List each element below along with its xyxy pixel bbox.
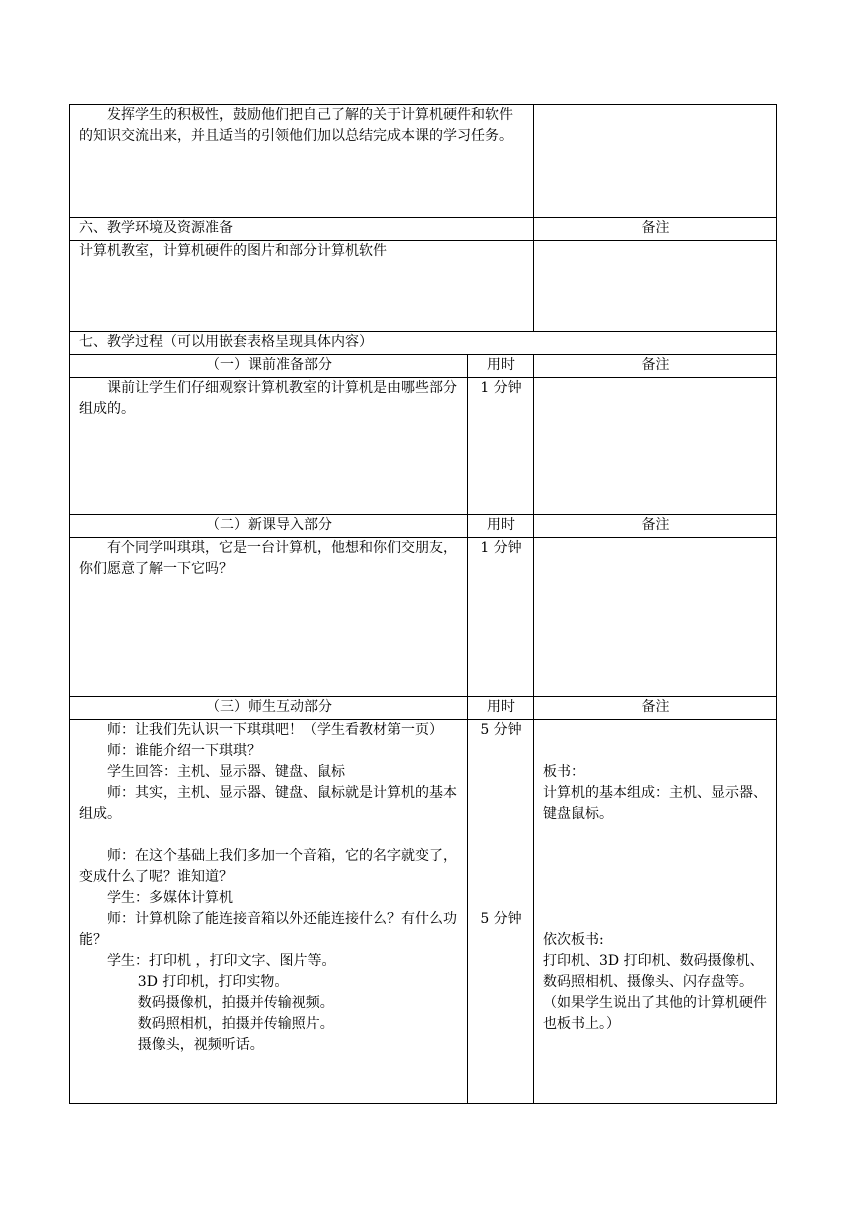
part3-time-header: 用时	[468, 697, 534, 720]
part1-content: 课前让学生们仔细观察计算机教室的计算机是由哪些部分组成的。	[79, 380, 457, 417]
part2-content-cell	[70, 538, 468, 697]
part3-remark-header: 备注	[534, 697, 777, 720]
section6-header-row	[70, 218, 777, 241]
part2-header-row	[70, 515, 777, 538]
dialogue-line: 3D 打印机，打印实物。	[137, 974, 289, 990]
intro-row	[70, 105, 777, 218]
part1-remark-cell	[534, 378, 777, 515]
section6-remark-cell	[534, 241, 777, 332]
dialogue-line: 学生回答：主机、显示器、键盘、鼠标	[107, 764, 345, 780]
part3-time-cell	[468, 720, 534, 1104]
dialogue-line: 数码照相机，拍摄并传输照片。	[137, 1016, 334, 1032]
part2-time: 1 分钟	[468, 538, 534, 697]
remark-spacer	[543, 720, 768, 762]
dialogue-line: 师：计算机除了能连接音箱以外还能连接什么？有什么功能？	[79, 911, 457, 948]
part1-time: 1 分钟	[468, 378, 534, 515]
intro-paragraph: 发挥学生的积极性，鼓励他们把自己了解的关于计算机硬件和软件的知识交流出来，并且适当的引领他们加以总结完成本课的学习任务。	[79, 107, 513, 144]
remark-spacer	[543, 825, 768, 930]
part3-time-1: 5 分钟	[480, 722, 522, 738]
part3-content-cell	[70, 720, 468, 1104]
part1-header-row	[70, 355, 777, 378]
section6-content: 计算机教室，计算机硬件的图片和部分计算机软件	[70, 241, 534, 332]
part1-time-header: 用时	[468, 355, 534, 378]
dialogue-line: 师：让我们先认识一下琪琪吧！（学生看教材第一页）	[107, 722, 443, 738]
dialogue-line: 摄像头，视频听话。	[137, 1037, 264, 1053]
part2-remark-cell	[534, 538, 777, 697]
dialogue-line: 数码摄像机，拍摄并传输视频。	[137, 995, 334, 1011]
part3-title: （三）师生互动部分	[70, 697, 468, 720]
section7-header-row	[70, 332, 777, 355]
part2-content-row	[70, 538, 777, 697]
part3-time-2: 5 分钟	[480, 911, 522, 927]
remark2-text: 打印机、3D 打印机、数码摄像机、数码照相机、摄像头、闪存盘等。	[543, 953, 764, 990]
dialogue-line: 师：谁能介绍一下琪琪？	[107, 743, 261, 759]
intro-cell	[70, 105, 534, 218]
lesson-plan-table	[69, 104, 777, 1104]
part2-content: 有个同学叫琪琪，它是一台计算机，他想和你们交朋友，你们愿意了解一下它吗？	[79, 540, 457, 577]
dialogue-line: 学生：打印机 ，打印文字、图片等。	[107, 953, 336, 969]
part1-content-cell	[70, 378, 468, 515]
part3-header-row	[70, 697, 777, 720]
section6-remark-header: 备注	[534, 218, 777, 241]
intro-remark-cell	[534, 105, 777, 218]
dialogue-line: 学生：多媒体计算机	[107, 890, 233, 906]
part1-title: （一）课前准备部分	[70, 355, 468, 378]
remark1-title: 板书：	[543, 764, 585, 780]
part3-remark-cell	[534, 720, 777, 1104]
time-spacer	[477, 741, 525, 909]
dialogue-line: 师：在这个基础上我们多加一个音箱，它的名字就变了，变成什么了呢？谁知道？	[79, 848, 457, 885]
remark1-text: 计算机的基本组成：主机、显示器、键盘鼠标。	[543, 785, 767, 822]
part1-content-row	[70, 378, 777, 515]
part2-remark-header: 备注	[534, 515, 777, 538]
remark2-title: 依次板书:	[543, 932, 604, 948]
section7-title: 七、教学过程（可以用嵌套表格呈现具体内容）	[70, 332, 777, 355]
part2-time-header: 用时	[468, 515, 534, 538]
dialogue-line: 师：其实，主机、显示器、键盘、鼠标就是计算机的基本组成。	[79, 785, 457, 822]
part1-remark-header: 备注	[534, 355, 777, 378]
part2-title: （二）新课导入部分	[70, 515, 468, 538]
part3-content-row	[70, 720, 777, 1104]
section6-title: 六、教学环境及资源准备	[70, 218, 534, 241]
remark2-note: （如果学生说出了其他的计算机硬件也板书上。）	[543, 995, 767, 1032]
section6-content-row	[70, 241, 777, 332]
blank-line	[79, 825, 459, 846]
